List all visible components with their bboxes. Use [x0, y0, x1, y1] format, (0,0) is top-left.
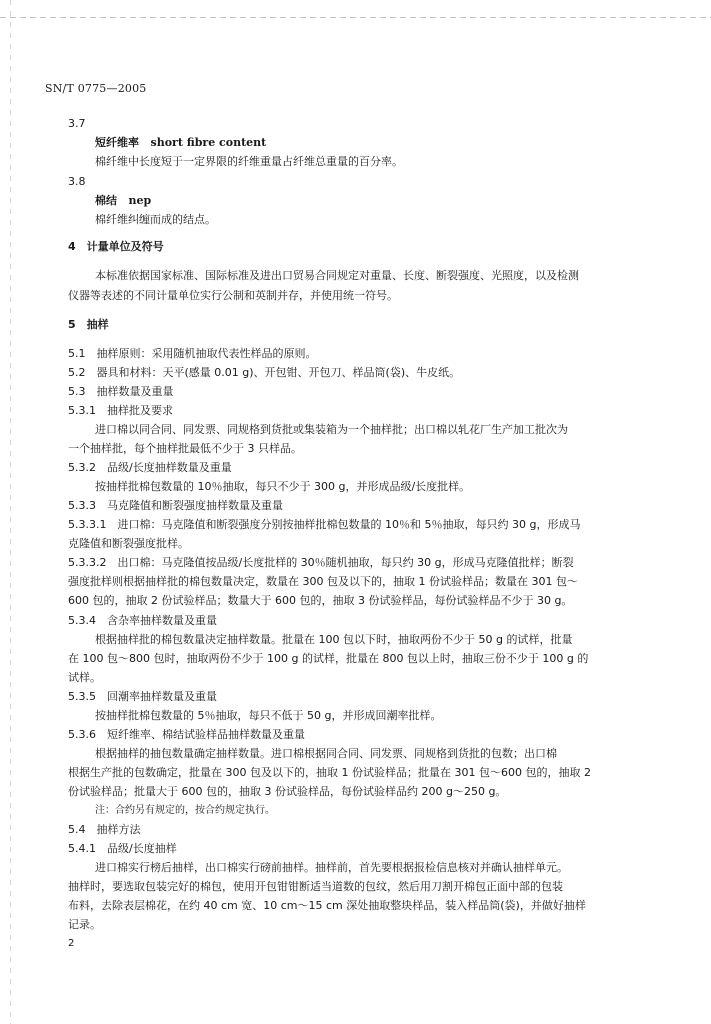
clause-heading: 5.3.3 马克隆值和断裂强度抽样数量及重量 [68, 499, 283, 512]
term-cn: 棉结 [95, 194, 117, 207]
paragraph-line: 600 包的，抽取 2 份试验样品；数量大于 600 包的，抽取 3 份试验样品，每份试验样品不少于 30 g。 [68, 594, 573, 607]
paragraph-line: 份试验样品；批量大于 600 包的，抽取 3 份试验样品，每份试验样品约 200 g～250 g。 [68, 785, 507, 798]
paragraph-line: 仪器等表述的不同计量单位实行公制和英制并存，并使用统一符号。 [68, 289, 398, 302]
clause-heading: 5.3.5 回潮率抽样数量及重量 [68, 690, 217, 703]
scan-rule-top [0, 17, 711, 18]
paragraph-line: 5.3.3.1 进口棉：马克隆值和断裂强度分别按抽样批棉包数量的 10％和 5％抽取，每只约 30 g，形成马 [68, 518, 581, 531]
term-title [95, 136, 266, 150]
paragraph-line: 根据生产批的包数确定，批量在 300 包及以下的，抽取 1 份试验样品；批量在 301 包～600 包的，抽取 2 [68, 766, 591, 779]
term-cn: 短纤维率 [95, 136, 139, 149]
paragraph-line: 记录。 [68, 918, 101, 931]
paragraph-line: 5.3.3.2 出口棉：马克隆值按品级/长度批样的 30％随机抽取，每只约 30 g，形成马克隆值批样；断裂 [68, 556, 574, 569]
paragraph-line: 进口棉实行榜后抽样，出口棉实行磅前抽样。抽样前，首先要根据报检信息核对并确认抽样单元。 [95, 861, 568, 874]
term-definition: 棉纤维纠缠而成的结点。 [95, 213, 216, 226]
section-number: 3.8 [68, 175, 86, 188]
paragraph-line: 一个抽样批，每个抽样批最低不少于 3 只样品。 [68, 442, 302, 455]
clause-heading: 5.3 抽样数量及重量 [68, 385, 174, 398]
term-en: short fibre content [150, 136, 267, 149]
section-heading: 4 计量单位及符号 [68, 240, 164, 253]
clause-heading: 5.3.1 抽样批及要求 [68, 404, 173, 417]
paragraph-line: 进口棉以同合同、同发票、同规格到货批或集装箱为一个抽样批；出口棉以轧花厂生产加工批次为 [95, 423, 568, 436]
paragraph-line: 试样。 [68, 671, 101, 684]
paragraph-line: 按抽样批棉包数量的 5％抽取，每只不低于 50 g，并形成回潮率批样。 [95, 709, 442, 722]
paragraph-line: 本标准依据国家标准、国际标准及进出口贸易合同规定对重量、长度、断裂强度、光照度，以及检测 [95, 269, 579, 282]
paragraph-line: 布料，去除表层棉花，在约 40 cm 宽、10 cm～15 cm 深处抽取整块样品，装入样品筒(袋)，并做好抽样 [68, 899, 586, 912]
clause-heading: 5.4.1 品级/长度抽样 [68, 842, 177, 855]
clause-heading: 5.4 抽样方法 [68, 823, 141, 836]
paragraph-line: 抽样时，要选取包装完好的棉包，使用开包钳钳断适当道数的包纹，然后用刀割开棉包正面中部的包装 [68, 880, 563, 893]
paragraph-line: 根据抽样的抽包数量确定抽样数量。进口棉根据同合同、同发票、同规格到货批的包数；出口棉 [95, 747, 557, 760]
clause-heading: 5.3.4 含杂率抽样数量及重量 [68, 614, 217, 627]
paragraph-line: 克隆值和断裂强度批样。 [68, 537, 189, 550]
paragraph-line: 按抽样批棉包数量的 10％抽取，每只不少于 300 g，并形成品级/长度批样。 [95, 480, 471, 493]
page-number: 2 [68, 938, 75, 949]
section-heading: 5 抽样 [68, 318, 109, 331]
paragraph-line: 强度批样则根据抽样批的棉包数量决定，数量在 300 包及以下的，抽取 1 份试验样品；数量在 301 包～ [68, 575, 578, 588]
section-number: 3.7 [68, 117, 86, 130]
paragraph-line: 在 100 包～800 包时，抽取两份不少于 100 g 的试样，批量在 800 包以上时，抽取三份不少于 100 g 的 [68, 652, 589, 665]
scan-edge-left [10, 0, 11, 1024]
term-definition: 棉纤维中长度短于一定界限的纤维重量占纤维总重量的百分率。 [95, 155, 403, 168]
document-id: SN/T 0775—2005 [45, 82, 147, 95]
clause-heading: 5.3.6 短纤维率、棉结试验样品抽样数量及重量 [68, 728, 305, 741]
clause: 5.1 抽样原则：采用随机抽取代表性样品的原则。 [68, 347, 317, 360]
paragraph-line: 根据抽样批的棉包数量决定抽样数量。批量在 100 包以下时，抽取两份不少于 50 g 的试样，批量 [95, 633, 573, 646]
note: 注：合约另有规定的，按合约规定执行。 [95, 805, 275, 816]
clause: 5.2 器具和材料：天平(感量 0.01 g)、开包钳、开包刀、样品筒(袋)、牛皮纸。 [68, 366, 461, 379]
clause-heading: 5.3.2 品级/长度抽样数量及重量 [68, 461, 232, 474]
term-title [95, 194, 151, 208]
term-en: nep [128, 194, 152, 207]
